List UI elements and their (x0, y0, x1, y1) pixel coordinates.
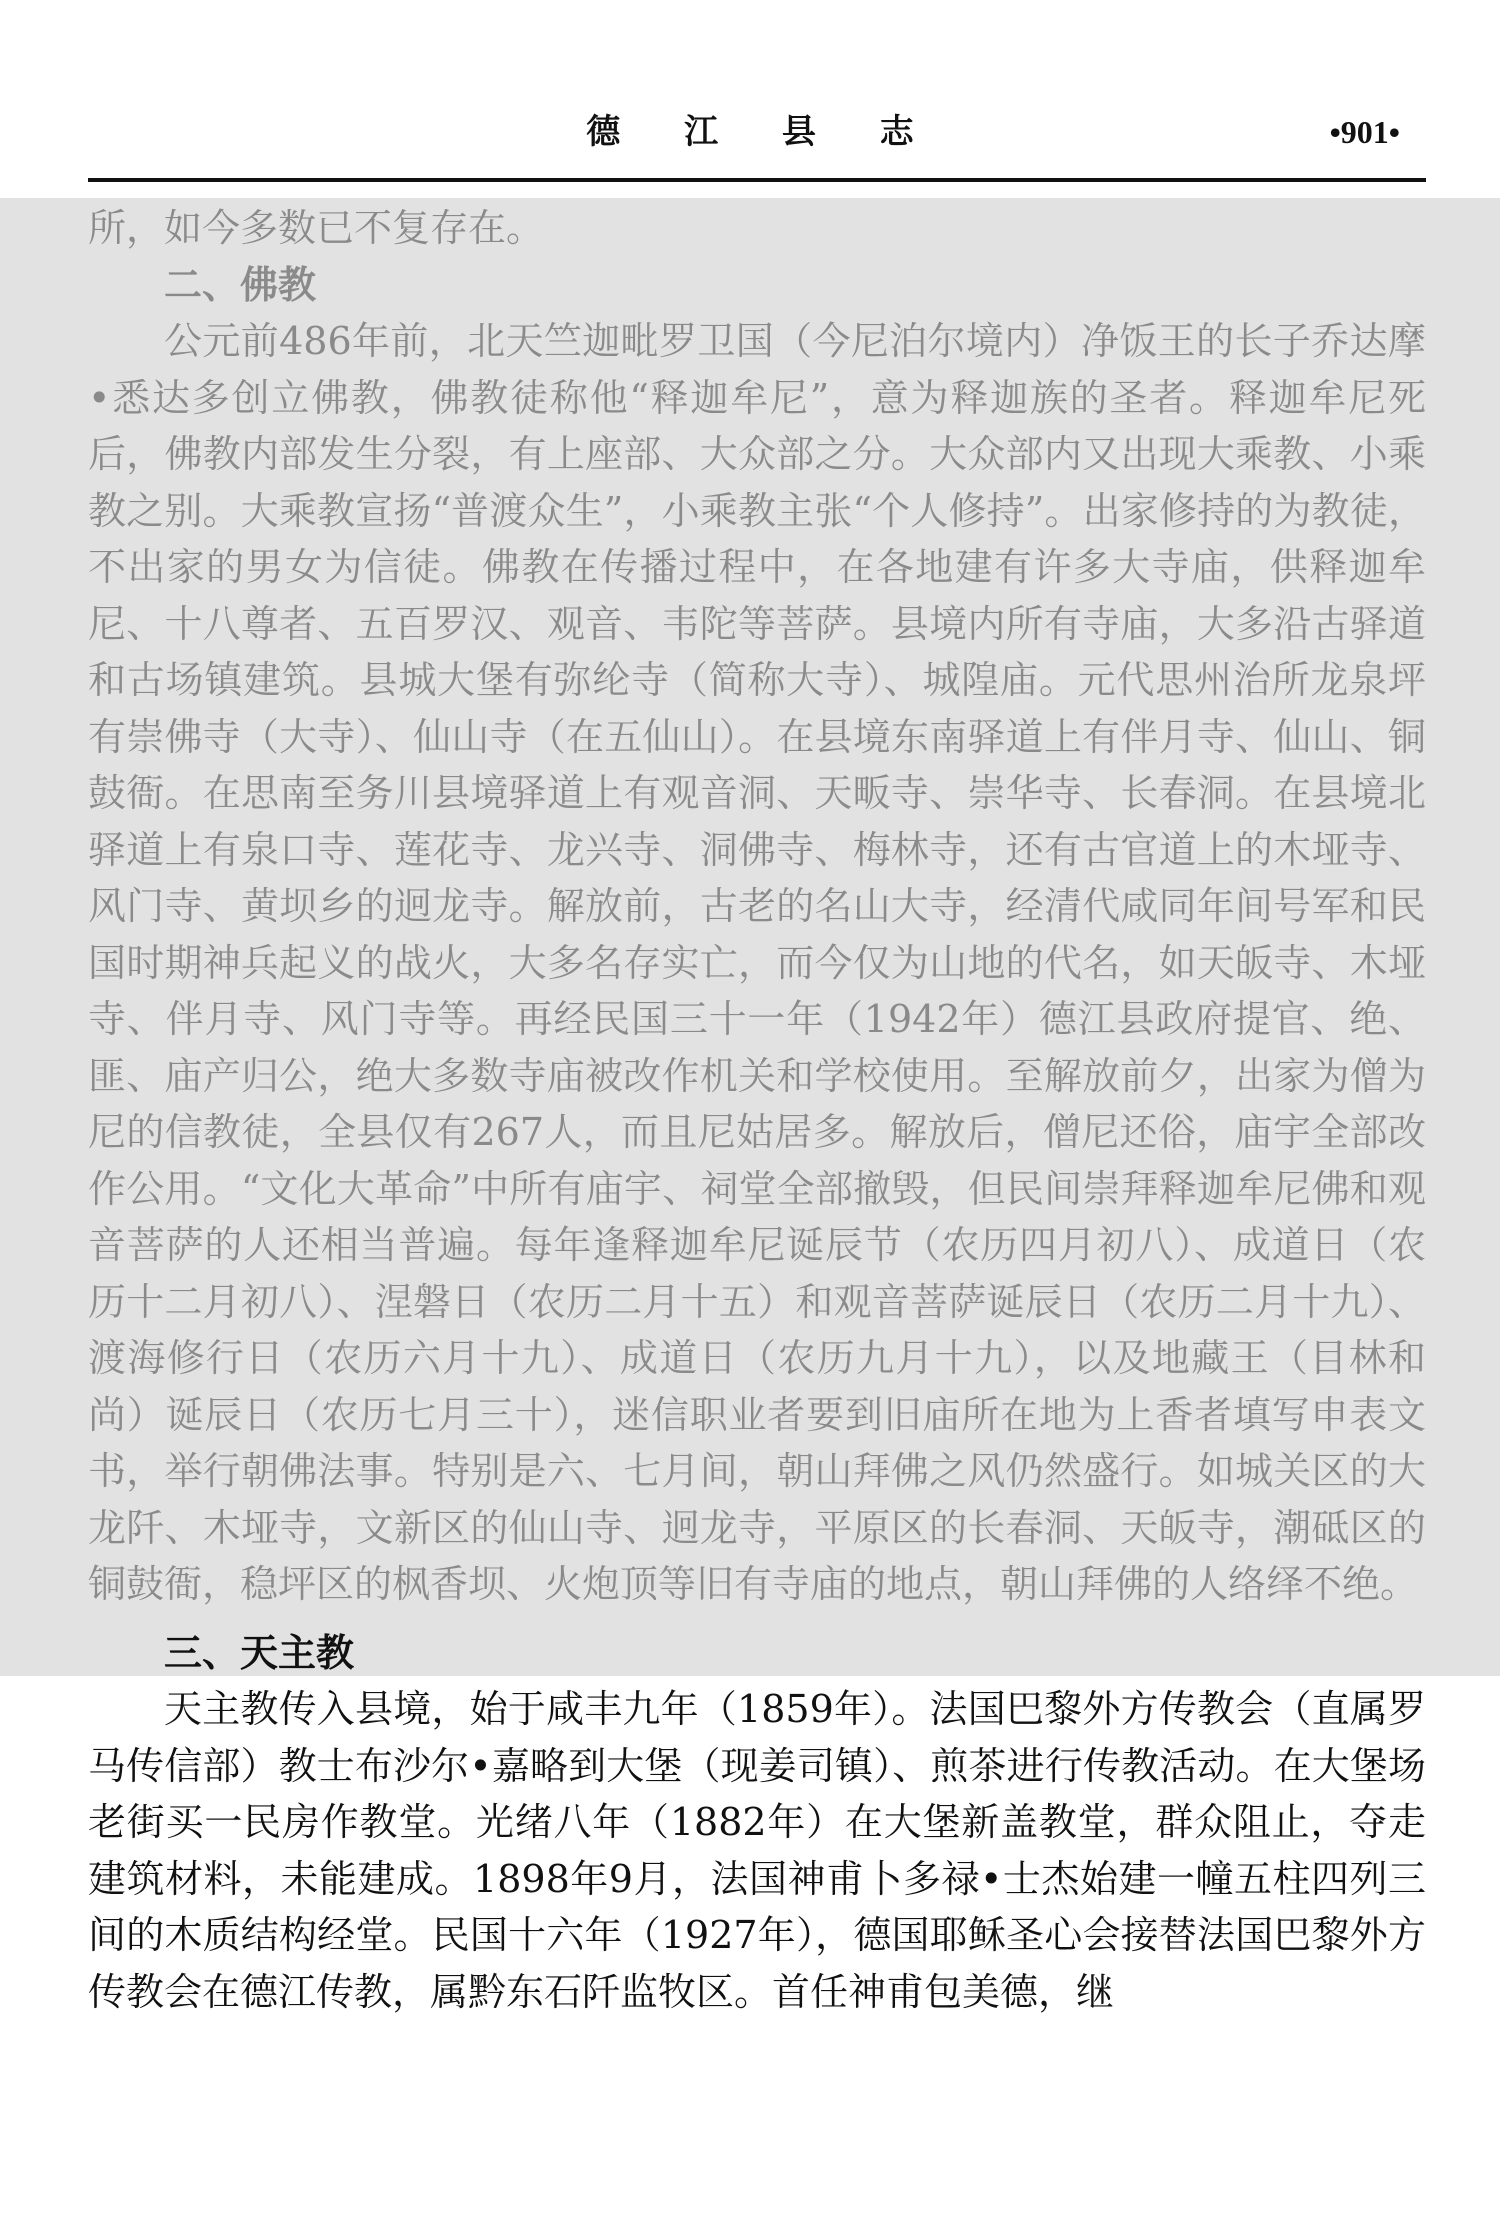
page-number: •901• (1329, 114, 1400, 150)
section-gap (88, 1613, 1426, 1625)
catholicism-paragraph: 天主教传入县境，始于咸丰九年（1859年）。法国巴黎外方传教会（直属罗马传信部）教士布沙尔•嘉略到大堡（现姜司镇）、煎茶进行传教活动。在大堡场老街买一民房作教堂。光绪八年（1882年）在大堡新盖教堂，群众阻止，夺走建筑材料，未能建成。1898年9月，法国神甫卜多禄•士杰始建一幢五柱四列三间的木质结构经堂。民国十六年（1927年），德国耶稣圣心会接替法国巴黎外方传教会在德江传教，属黔东石阡监牧区。首任神甫包美德，继 (88, 1687, 1426, 2014)
intro-tail-text: 所，如今多数已不复存在。 (88, 206, 545, 250)
buddhism-heading: 二、佛教 (164, 262, 317, 307)
page-header (0, 0, 1500, 190)
catholicism-section (88, 1625, 1426, 2021)
catholicism-heading: 三、天主教 (164, 1630, 355, 1675)
header-divider (88, 178, 1426, 182)
buddhism-paragraph: 公元前486年前，北天竺迦毗罗卫国（今尼泊尔境内）净饭王的长子乔达摩•悉达多创立佛教，佛教徒称他“释迦牟尼”，意为释迦族的圣者。释迦牟尼死后，佛教内部发生分裂，有上座部、大众部之分。大众部内又出现大乘教、小乘教之别。大乘教宣扬“普渡众生”，小乘教主张“个人修持”。出家修持的为教徒，不出家的男女为信徒。佛教在传播过程中，在各地建有许多大寺庙，供释迦牟尼、十八尊者、五百罗汉、观音、韦陀等菩萨。县境内所有寺庙，大多沿古驿道和古场镇建筑。县城大堡有弥纶寺（简称大寺）、城隍庙。元代思州治所龙泉坪有崇佛寺（大寺）、仙山寺（在五仙山）。在县境东南驿道上有伴月寺、仙山、铜鼓衙。在思南至务川县境驿道上有观音洞、天畈寺、崇华寺、长春洞。在县境北驿道上有泉口寺、莲花寺、龙兴寺、洞佛寺、梅林寺，还有古官道上的木垭寺、风门寺、黄坝乡的迥龙寺。解放前，古老的名山大寺，经清代咸同年间号军和民国时期神兵起义的战火，大多名存实亡，而今仅为山地的代名，如天皈寺、木垭寺、伴月寺、风门寺等。再经民国三十一年（1942年）德江县政府提官、绝、匪、庙产归公，绝大多数寺庙被改作机关和学校使用。至解放前夕，出家为僧为尼的信教徒，全县仅有267人，而且尼姑居多。解放后，僧尼还俗，庙宇全部改作公用。“文化大革命”中所有庙宇、祠堂全部撤毁，但民间崇拜释迦牟尼佛和观音菩萨的人还相当普遍。每年逢释迦牟尼诞辰节（农历四月初八）、成道日（农历十二月初八）、涅磐日（农历二月十五）和观音菩萨诞辰日（农历二月十九）、渡海修行日（农历六月十九）、成道日（农历九月十九），以及地藏王（目林和尚）诞辰日（农历七月三十），迷信职业者要到旧庙所在地为上香者填写申表文书，举行朝佛法事。特别是六、七月间，朝山拜佛之风仍然盛行。如城关区的大龙阡、木垭寺，文新区的仙山寺、迥龙寺，平原区的长春洞、天皈寺，潮砥区的铜鼓衙，稳坪区的枫香坝、火炮顶等旧有寺庙的地点，朝山拜佛的人络绎不绝。 (88, 319, 1426, 1606)
page-body (88, 200, 1426, 2020)
book-title: 德 江 县 志 (586, 112, 940, 152)
buddhism-section (88, 200, 1426, 1613)
